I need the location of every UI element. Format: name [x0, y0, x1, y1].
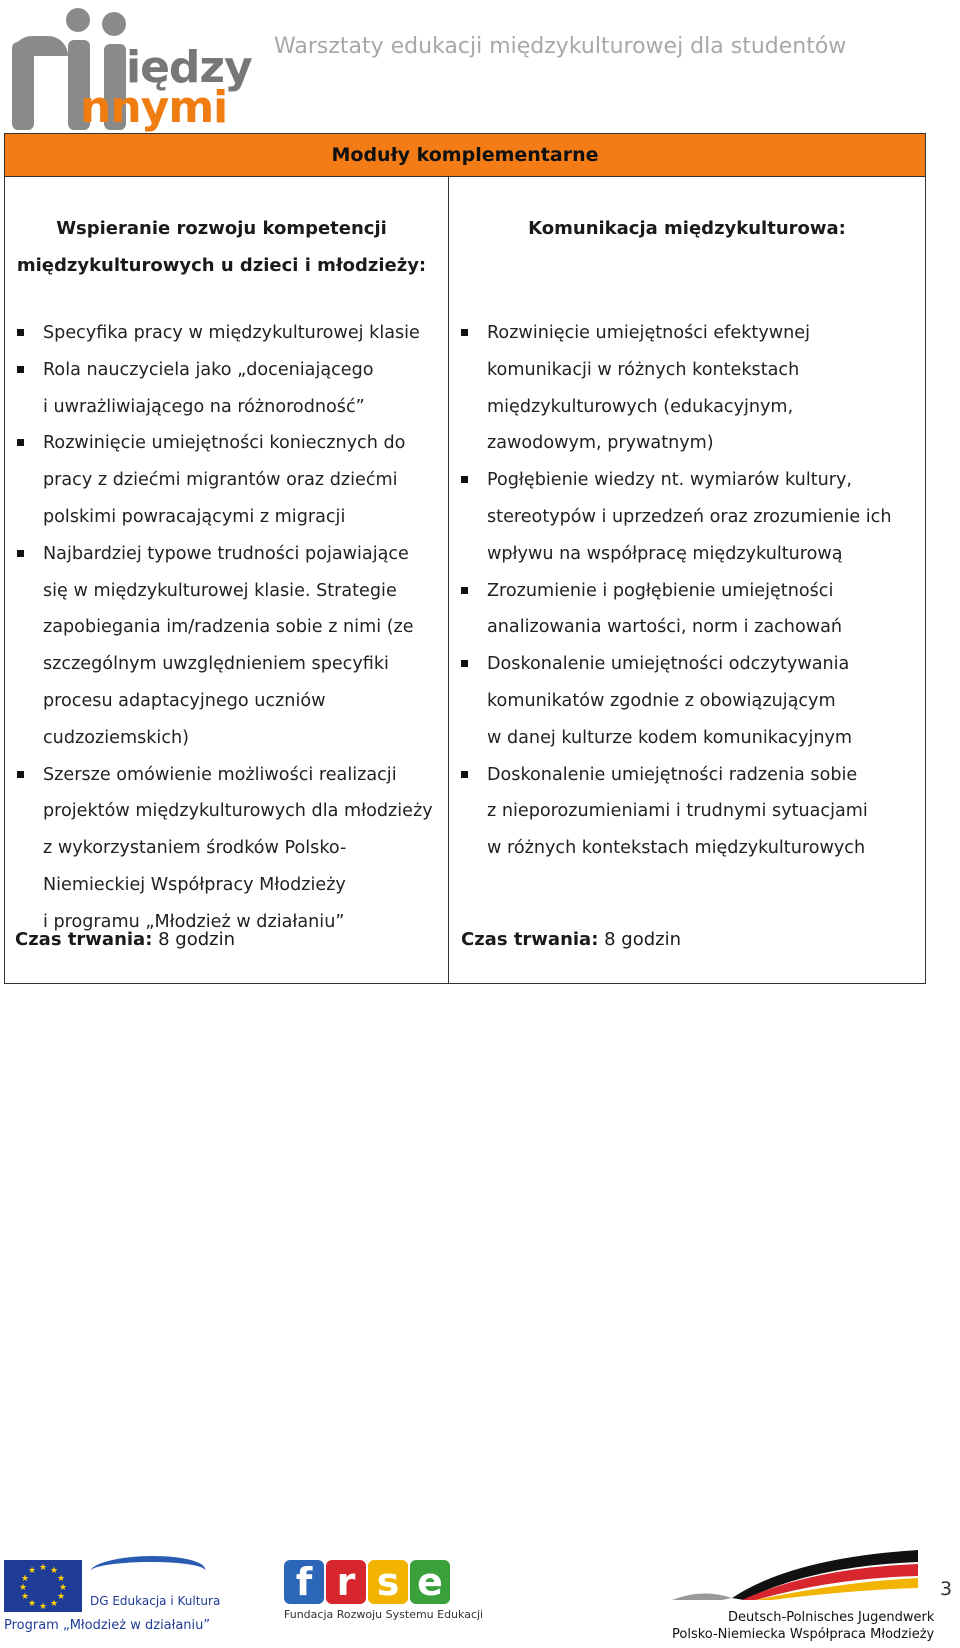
table-heading: Moduły komplementarne [331, 144, 599, 166]
list-item [43, 757, 443, 941]
square-bullet-icon [461, 771, 468, 778]
module-title [449, 210, 925, 247]
module-duration [461, 921, 681, 958]
list-item-line: zapobiegania im/radzenia sobie z nimi (ze [43, 617, 414, 638]
square-bullet-icon [17, 329, 24, 336]
page-header-title: Warsztaty edukacji międzykulturowej dla studentów [274, 34, 847, 59]
list-item [487, 573, 917, 647]
list-item-line: i programu „Młodzież w działaniu” [43, 911, 345, 932]
list-item-line: polskimi powracającymi z migracji [43, 506, 346, 527]
list-item-line: komunikacji w różnych kontekstach [487, 359, 800, 380]
list-item [43, 315, 443, 352]
dg-education-logo [90, 1556, 221, 1612]
module-title-line: międzykulturowych u dzieci i młodzieży: [16, 255, 427, 276]
module-topic-list [487, 315, 917, 867]
square-bullet-icon [17, 550, 24, 557]
list-item [487, 646, 917, 756]
square-bullet-icon [17, 771, 24, 778]
list-item-line: Zrozumienie i pogłębienie umiejętności [487, 580, 834, 601]
frse-letter: s [368, 1560, 408, 1604]
frse-caption: Fundacja Rozwoju Systemu Edukacji [284, 1608, 484, 1621]
list-item [43, 352, 443, 426]
list-item-line: i uwrażliwiającego na różnorodność” [43, 396, 365, 417]
list-item-line: się w międzykulturowej klasie. Strategie [43, 580, 397, 601]
square-bullet-icon [461, 660, 468, 667]
module-title-line: Wspieranie rozwoju kompetencji [56, 218, 387, 239]
list-item-line: Rozwinięcie umiejętności efektywnej [487, 323, 810, 343]
module-title-line: Komunikacja międzykulturowa: [528, 218, 846, 239]
list-item-line: cudzoziemskich) [43, 727, 190, 748]
list-item-line: procesu adaptacyjnego uczniów [43, 690, 326, 711]
list-item-line: projektów międzykulturowych dla młodzieży [43, 801, 433, 822]
table-heading-row [5, 134, 925, 177]
list-item [487, 315, 917, 462]
module-topic-list [43, 315, 443, 941]
page-number: 3 [940, 1578, 953, 1600]
list-item-line: Niemieckiej Współpracy Młodzieży [43, 874, 346, 895]
list-item-line: Szersze omówienie możliwości realizacji [43, 764, 397, 785]
list-item-line: w różnych kontekstach międzykulturowych [487, 838, 866, 859]
square-bullet-icon [461, 329, 468, 336]
list-item-line: z nieporozumieniami i trudnymi sytuacjami [487, 801, 868, 822]
square-bullet-icon [17, 366, 24, 373]
list-item-line: Doskonalenie umiejętności odczytywania [487, 654, 850, 675]
square-bullet-icon [461, 587, 468, 594]
list-item-line: w danej kulturze kodem komunikacyjnym [487, 727, 853, 748]
list-item [43, 425, 443, 535]
column-divider [448, 177, 449, 984]
list-item-line: Rola nauczyciela jako „doceniającego [43, 359, 374, 380]
miedzy-innymi-logo [6, 4, 251, 132]
list-item-line: Doskonalenie umiejętności radzenia sobie [487, 764, 858, 785]
logo-word-miedzy: iędzy [126, 42, 252, 93]
list-item-line: z wykorzystaniem środków Polsko- [43, 838, 347, 859]
list-item-line: międzykulturowych (edukacyjnym, [487, 396, 794, 417]
list-item-line: szczególnym uwzględnieniem specyfiki [43, 654, 389, 675]
list-item-line: Najbardziej typowe trudności pojawiające [43, 543, 409, 564]
dpjw-german-name: Deutsch-Polnisches Jugendwerk [728, 1610, 935, 1625]
list-item-line: komunikatów zgodnie z obowiązującym [487, 690, 836, 711]
list-item [487, 757, 917, 867]
module-title [15, 210, 428, 284]
list-item-line: zawodowym, prywatnym) [487, 433, 714, 454]
list-item-line: stereotypów i uprzedzeń oraz zrozumienie ich [487, 506, 892, 527]
frse-logo [284, 1560, 484, 1624]
logo-word-innymi: nnymi [80, 82, 228, 133]
dpjw-wave-icon [672, 1548, 918, 1600]
eu-flag-icon: ★ ★ ★ ★ ★ ★ ★ ★ ★ ★ ★ ★ [4, 1560, 82, 1612]
frse-letter: r [326, 1560, 366, 1604]
list-item-line: Specyfika pracy w międzykulturowej klasie [43, 323, 420, 343]
youth-swoosh-icon [85, 1556, 211, 1586]
square-bullet-icon [461, 476, 468, 483]
frse-letter: f [284, 1560, 324, 1604]
list-item [43, 536, 443, 757]
list-item-line: wpływu na współpracę międzykulturową [487, 543, 843, 564]
modules-table [4, 133, 926, 984]
list-item-line: analizowania wartości, norm i zachowań [487, 617, 843, 638]
list-item-line: Rozwinięcie umiejętności koniecznych do [43, 433, 406, 454]
list-item [487, 462, 917, 572]
list-item-line: Pogłębienie wiedzy nt. wymiarów kultury, [487, 470, 852, 491]
duration-value: 8 godzin [598, 929, 682, 950]
square-bullet-icon [17, 439, 24, 446]
duration-value: 8 godzin [152, 929, 236, 950]
duration-label: Czas trwania: [15, 929, 153, 950]
dg-text: DG Edukacja i Kultura [90, 1594, 221, 1608]
module-duration [15, 921, 235, 958]
frse-letters [284, 1560, 450, 1604]
dpjw-logo [672, 1548, 935, 1644]
program-caption: Program „Młodzież w działaniu” [4, 1618, 211, 1633]
duration-label: Czas trwania: [461, 929, 599, 950]
dpjw-polish-name: Polsko-Niemiecka Współpraca Młodzieży [672, 1627, 935, 1642]
list-item-line: pracy z dziećmi migrantów oraz dziećmi [43, 470, 398, 491]
frse-letter: e [410, 1560, 450, 1604]
